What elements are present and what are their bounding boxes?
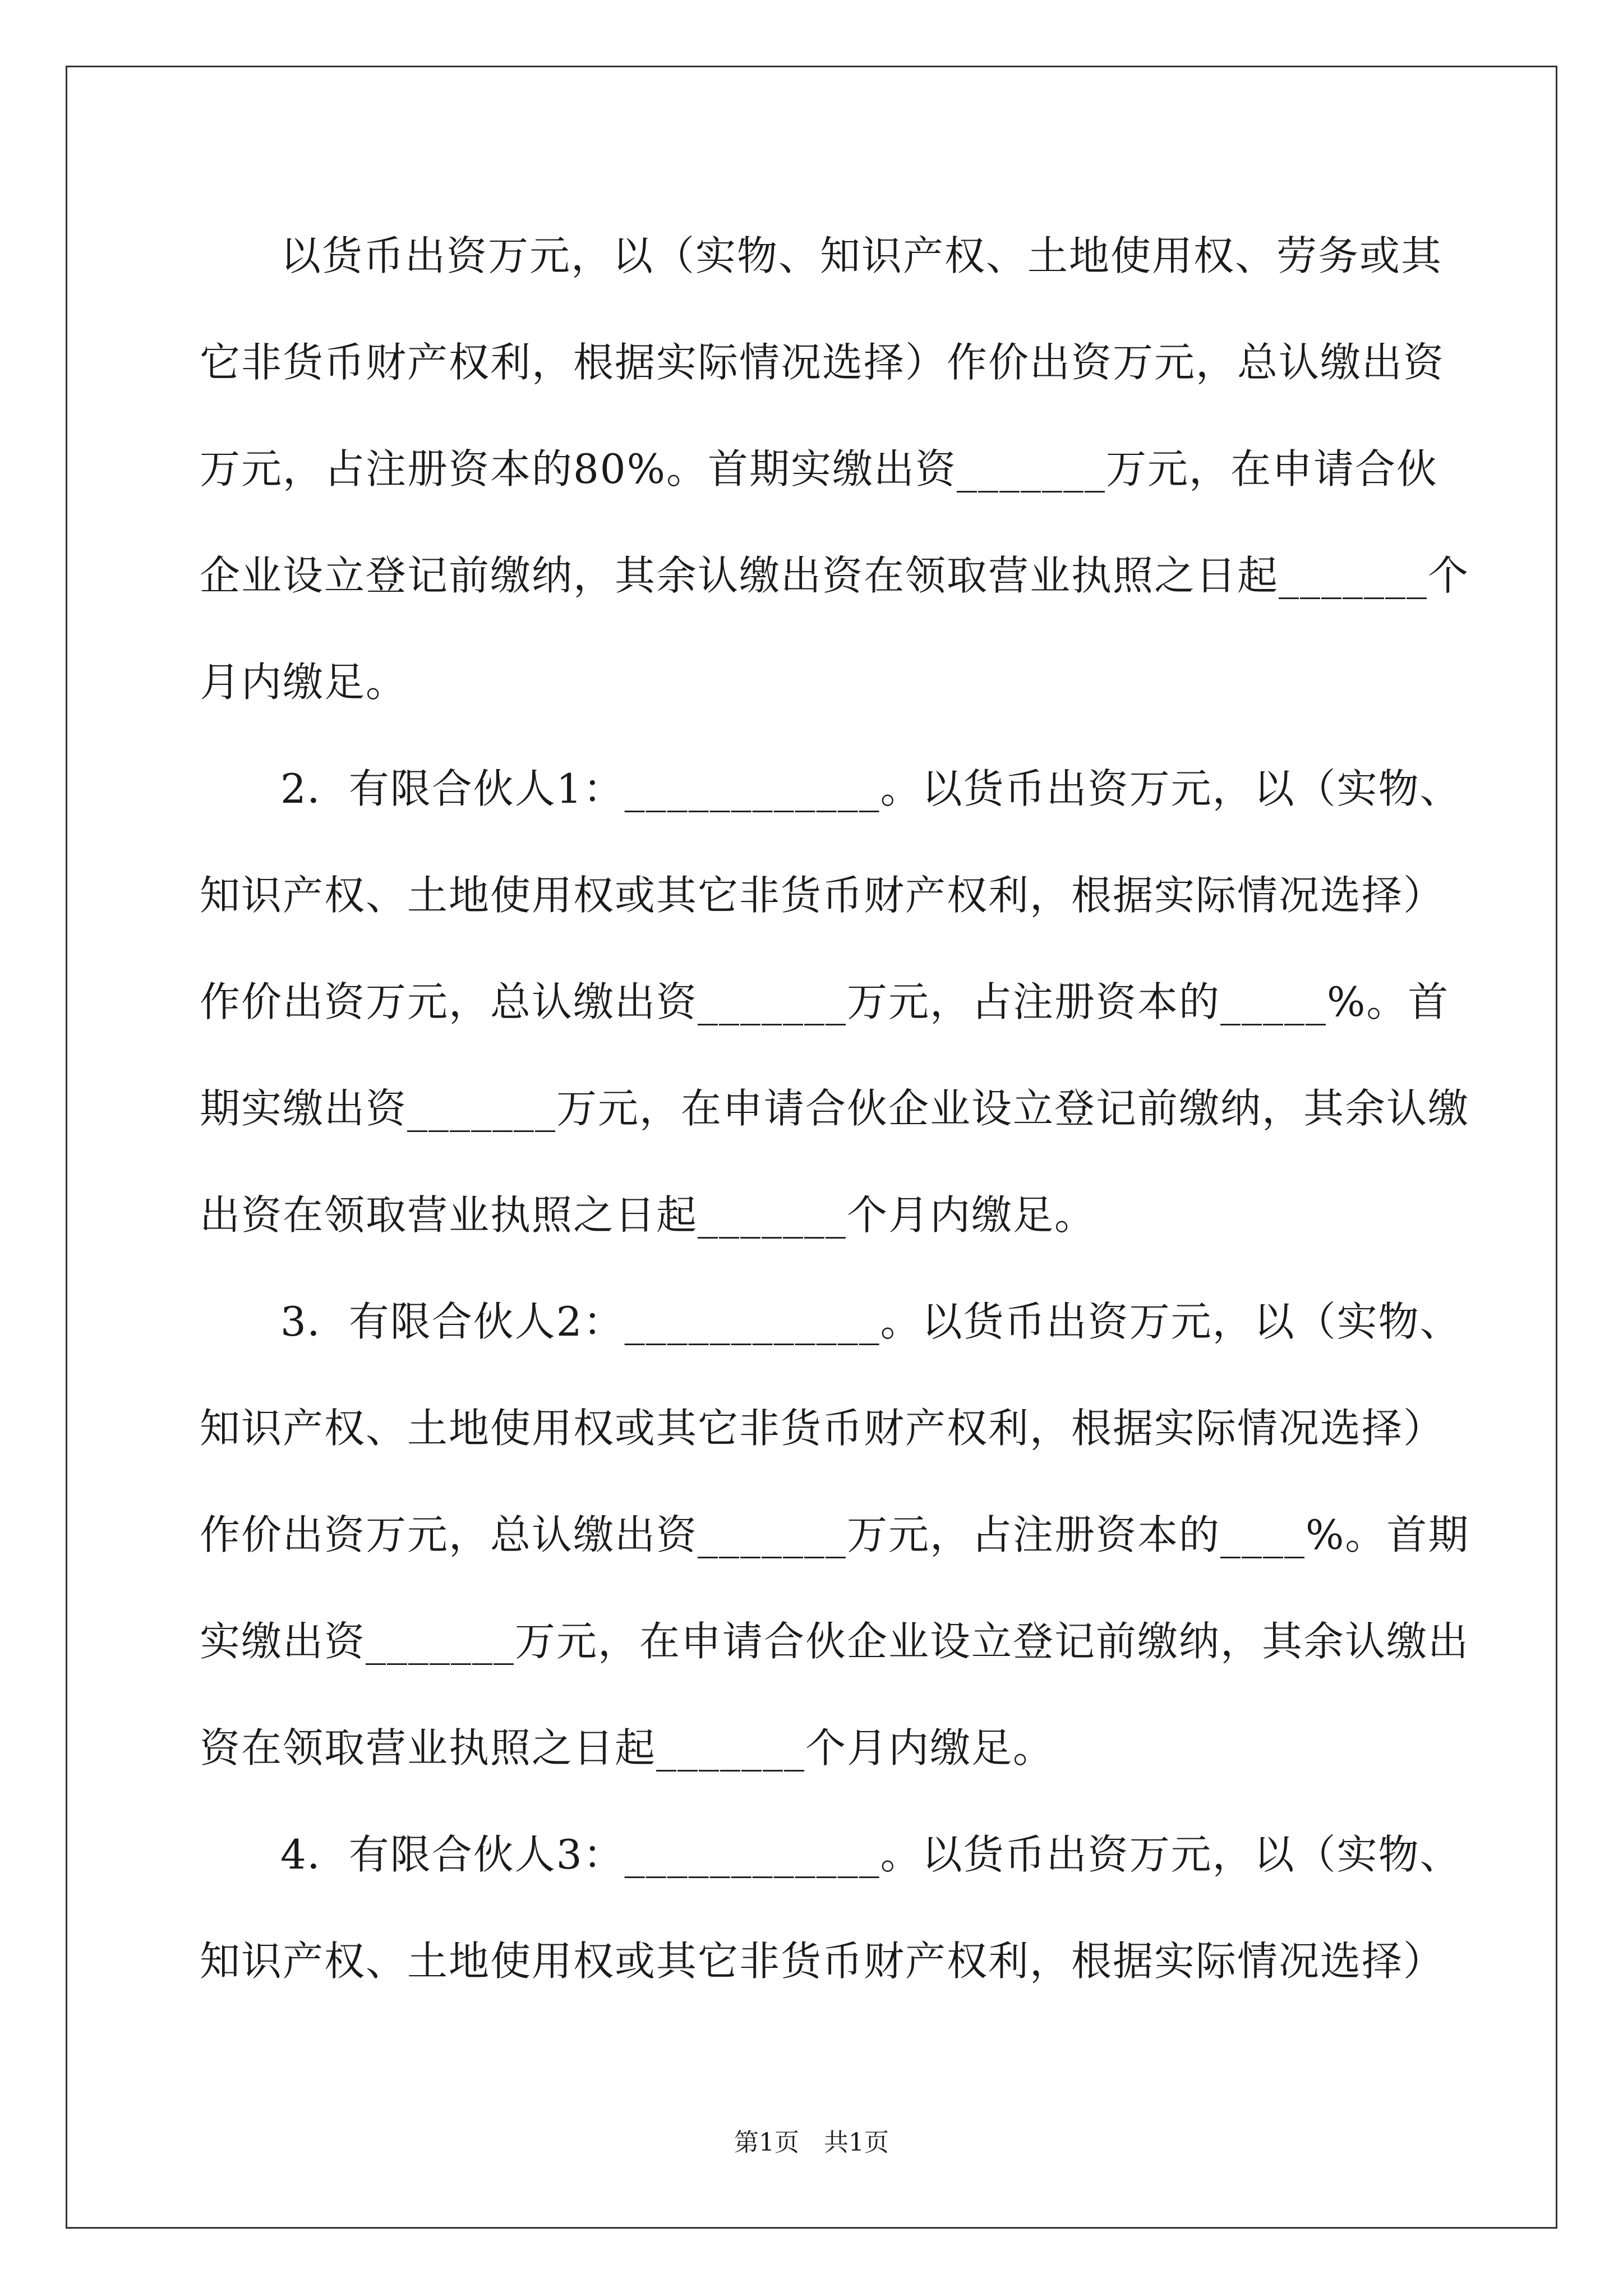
text-line: 以货币出资万元，以（实物、知识产权、土地使用权、劳务或其 [280, 232, 1443, 279]
text-line: 作价出资万元，总认缴出资_______万元，占注册资本的____%。首期 [200, 1511, 1470, 1558]
text-line: 资在领取营业执照之日起_______个月内缴足。 [200, 1724, 1055, 1772]
text-line: 作价出资万元，总认缴出资_______万元，占注册资本的_____%。首 [200, 978, 1450, 1025]
page-footer: 第1页 共1页 [734, 2128, 889, 2157]
text-line: 期实缴出资_______万元，在申请合伙企业设立登记前缴纳，其余认缴 [200, 1085, 1470, 1132]
page-border [66, 66, 1557, 2229]
text-line: 知识产权、土地使用权或其它非货币财产权利，根据实际情况选择） [200, 1938, 1445, 1985]
text-line: 企业设立登记前缴纳，其余认缴出资在领取营业执照之日起_______个 [200, 552, 1470, 599]
text-line: 它非货币财产权利，根据实际情况选择）作价出资万元，总认缴出资 [200, 339, 1445, 386]
text-line: 出资在领取营业执照之日起_______个月内缴足。 [200, 1191, 1096, 1239]
text-line: 月内缴足。 [200, 659, 408, 706]
text-line: 知识产权、土地使用权或其它非货币财产权利，根据实际情况选择） [200, 872, 1445, 919]
text-line: 实缴出资_______万元，在申请合伙企业设立登记前缴纳，其余认缴出 [200, 1618, 1470, 1665]
text-line: 万元，占注册资本的80%。首期实缴出资_______万元，在申请合伙 [200, 445, 1438, 493]
text-line: 知识产权、土地使用权或其它非货币财产权利，根据实际情况选择） [200, 1405, 1445, 1452]
text-line: 2．有限合伙人1：____________。以货币出资万元，以（实物、 [280, 765, 1461, 812]
text-line: 3．有限合伙人2：____________。以货币出资万元，以（实物、 [280, 1298, 1461, 1345]
text-line: 4．有限合伙人3：____________。以货币出资万元，以（实物、 [280, 1831, 1461, 1878]
